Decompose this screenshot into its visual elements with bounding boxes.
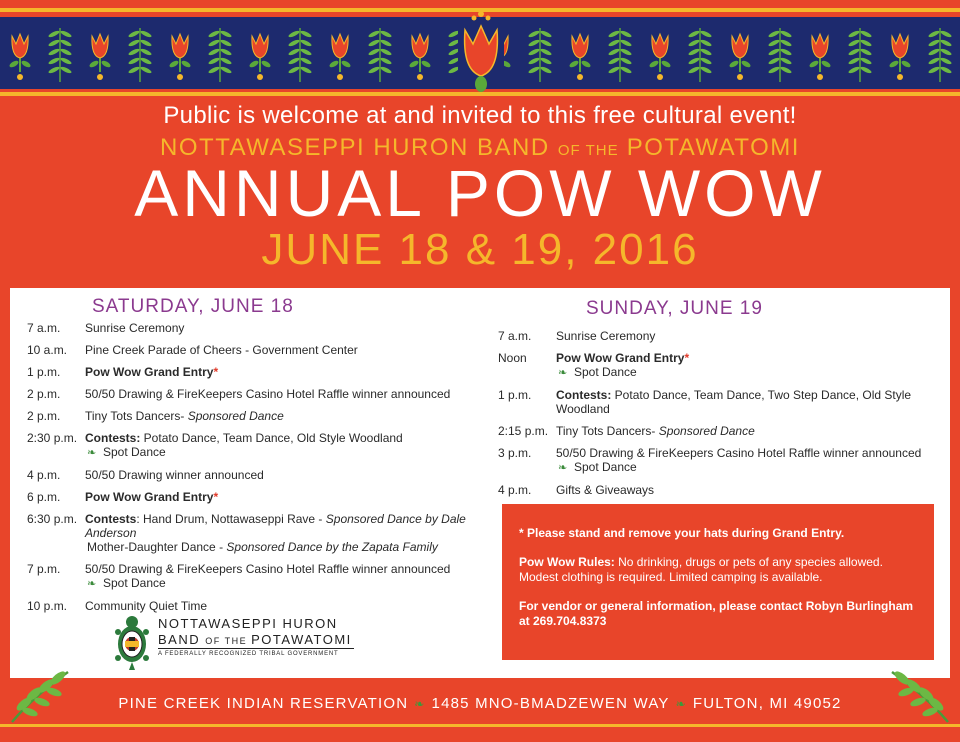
schedule-event: Pow Wow Grand Entry* <box>85 490 219 504</box>
spot-dance-line: ❧ Spot Dance <box>558 460 637 474</box>
footer-reservation: PINE CREEK INDIAN RESERVATION <box>118 695 409 712</box>
logo-divider <box>158 648 354 649</box>
schedule-time: 2:15 p.m. <box>498 424 549 438</box>
schedule-row <box>27 387 497 401</box>
tribe-logo <box>110 612 370 674</box>
schedule-row <box>27 562 497 591</box>
leaf-icon: ❧ <box>87 578 97 590</box>
tribe-name-of: OF THE <box>557 142 619 159</box>
schedule-event: 50/50 Drawing & FireKeepers Casino Hotel Raffle winner announced ❧ Spot Dance <box>85 562 497 591</box>
schedule-event: 50/50 Drawing & FireKeepers Casino Hotel Raffle winner announced ❧ Spot Dance <box>556 446 938 475</box>
event-title: ANNUAL POW WOW <box>134 156 826 230</box>
schedule-time: 10 a.m. <box>27 343 68 357</box>
schedule-time: 4 p.m. <box>498 483 532 497</box>
schedule-time: 4 p.m. <box>27 468 61 482</box>
rules-label: Pow Wow Rules: <box>519 555 615 569</box>
schedule-event: Sunrise Ceremony <box>556 329 656 343</box>
schedule-event: Sunrise Ceremony <box>85 321 185 335</box>
schedule-event: Gifts & Giveaways <box>556 483 655 497</box>
schedule-row <box>498 329 938 343</box>
schedule-event: Pow Wow Grand Entry* <box>85 365 219 379</box>
schedule-row <box>498 351 938 380</box>
footer-rule <box>0 724 960 727</box>
spot-dance-line: ❧ Spot Dance <box>87 576 166 590</box>
schedule-time: 10 p.m. <box>27 599 68 613</box>
decorative-floral-border <box>0 0 960 100</box>
schedule-row <box>27 409 497 423</box>
pow-wow-rules <box>519 555 917 585</box>
logo-line-1: NOTTAWASEPPI HURON <box>158 616 338 631</box>
schedule-event: Contests: Potato Dance, Team Dance, Two Step Dance, Old Style Woodland <box>556 388 912 416</box>
tribe-name-end: POTAWATOMI <box>626 134 800 161</box>
rules-text: No drinking, drugs or pets of any species allowed. Modest clothing is required. Limited camping is available. <box>519 555 883 584</box>
schedule-row <box>27 431 497 460</box>
schedule-event: Community Quiet Time <box>85 599 208 613</box>
sunday-schedule <box>498 329 938 505</box>
schedule-row <box>27 599 497 613</box>
leaf-icon: ❧ <box>675 697 687 711</box>
schedule-row <box>27 468 497 482</box>
schedule-time: 7 p.m. <box>27 562 61 576</box>
schedule-event: Tiny Tots Dancers- Sponsored Dance <box>85 409 284 423</box>
schedule-row <box>27 321 497 335</box>
tribe-name-main: NOTTAWASEPPI HURON BAND <box>160 134 550 161</box>
grand-entry-notice: * Please stand and remove your hats during Grand Entry. <box>519 526 845 540</box>
leaf-icon: ❧ <box>87 447 97 459</box>
center-tulip-icon <box>458 11 504 92</box>
schedule-row <box>27 343 497 357</box>
schedule-row <box>498 483 938 497</box>
schedule-event: Tiny Tots Dancers- Sponsored Dance <box>556 424 755 438</box>
schedule-row <box>498 424 938 438</box>
schedule-row <box>498 446 938 475</box>
welcome-line: Public is welcome at and invited to this free cultural event! <box>163 102 797 129</box>
logo-line-2: BAND OF THE POTAWATOMI <box>158 632 352 647</box>
schedule-row <box>27 512 497 554</box>
schedule-row <box>498 388 938 416</box>
footer-street: 1485 MNO-BMADZEWEN WAY <box>431 695 670 712</box>
schedule-event: Contests: Hand Drum, Nottawaseppi Rave - Sponsored Dance by Dale Anderson Mother-Daughter Dance - Sponsored Dance by the Zapata Family <box>85 512 466 554</box>
saturday-schedule <box>27 321 497 621</box>
schedule-event: Pow Wow Grand Entry* ❧ Spot Dance <box>556 351 938 380</box>
schedule-time: 3 p.m. <box>498 446 532 460</box>
rules-box <box>502 504 934 660</box>
sunday-heading: SUNDAY, JUNE 19 <box>586 298 763 319</box>
schedule-time: 1 p.m. <box>498 388 532 402</box>
schedule-event: Pine Creek Parade of Cheers - Government Center <box>85 343 358 357</box>
saturday-heading: SATURDAY, JUNE 18 <box>92 296 294 317</box>
footer-address <box>0 688 960 720</box>
schedule-event: 50/50 Drawing & FireKeepers Casino Hotel Raffle winner announced <box>85 387 451 401</box>
schedule-time: 2:30 p.m. <box>27 431 78 445</box>
footer-city: FULTON, MI 49052 <box>692 695 842 712</box>
schedule-time: 6:30 p.m. <box>27 512 78 526</box>
schedule-time: 6 p.m. <box>27 490 61 504</box>
schedule-event: 50/50 Drawing winner announced <box>85 468 264 482</box>
schedule-time: 2 p.m. <box>27 409 61 423</box>
schedule-time: 7 a.m. <box>27 321 61 335</box>
schedule-time: 7 a.m. <box>498 329 532 343</box>
contact-info: For vendor or general information, please contact Robyn Burlingham at 269.704.8373 <box>519 599 914 628</box>
spot-dance-line: ❧ Spot Dance <box>87 445 166 459</box>
schedule-event: Contests: Potato Dance, Team Dance, Old Style Woodland ❧ Spot Dance <box>85 431 497 460</box>
schedule-time: Noon <box>498 351 527 365</box>
schedule-time: 2 p.m. <box>27 387 61 401</box>
logo-tagline: A FEDERALLY RECOGNIZED TRIBAL GOVERNMENT <box>158 651 339 657</box>
leaf-icon: ❧ <box>558 367 568 379</box>
event-dates: JUNE 18 & 19, 2016 <box>261 225 699 274</box>
leaf-icon: ❧ <box>558 462 568 474</box>
schedule-row <box>27 365 497 379</box>
leaf-icon: ❧ <box>414 697 426 711</box>
schedule-time: 1 p.m. <box>27 365 61 379</box>
turtle-seal-icon <box>110 612 154 674</box>
schedule-row <box>27 490 497 504</box>
spot-dance-line: ❧ Spot Dance <box>558 365 637 379</box>
